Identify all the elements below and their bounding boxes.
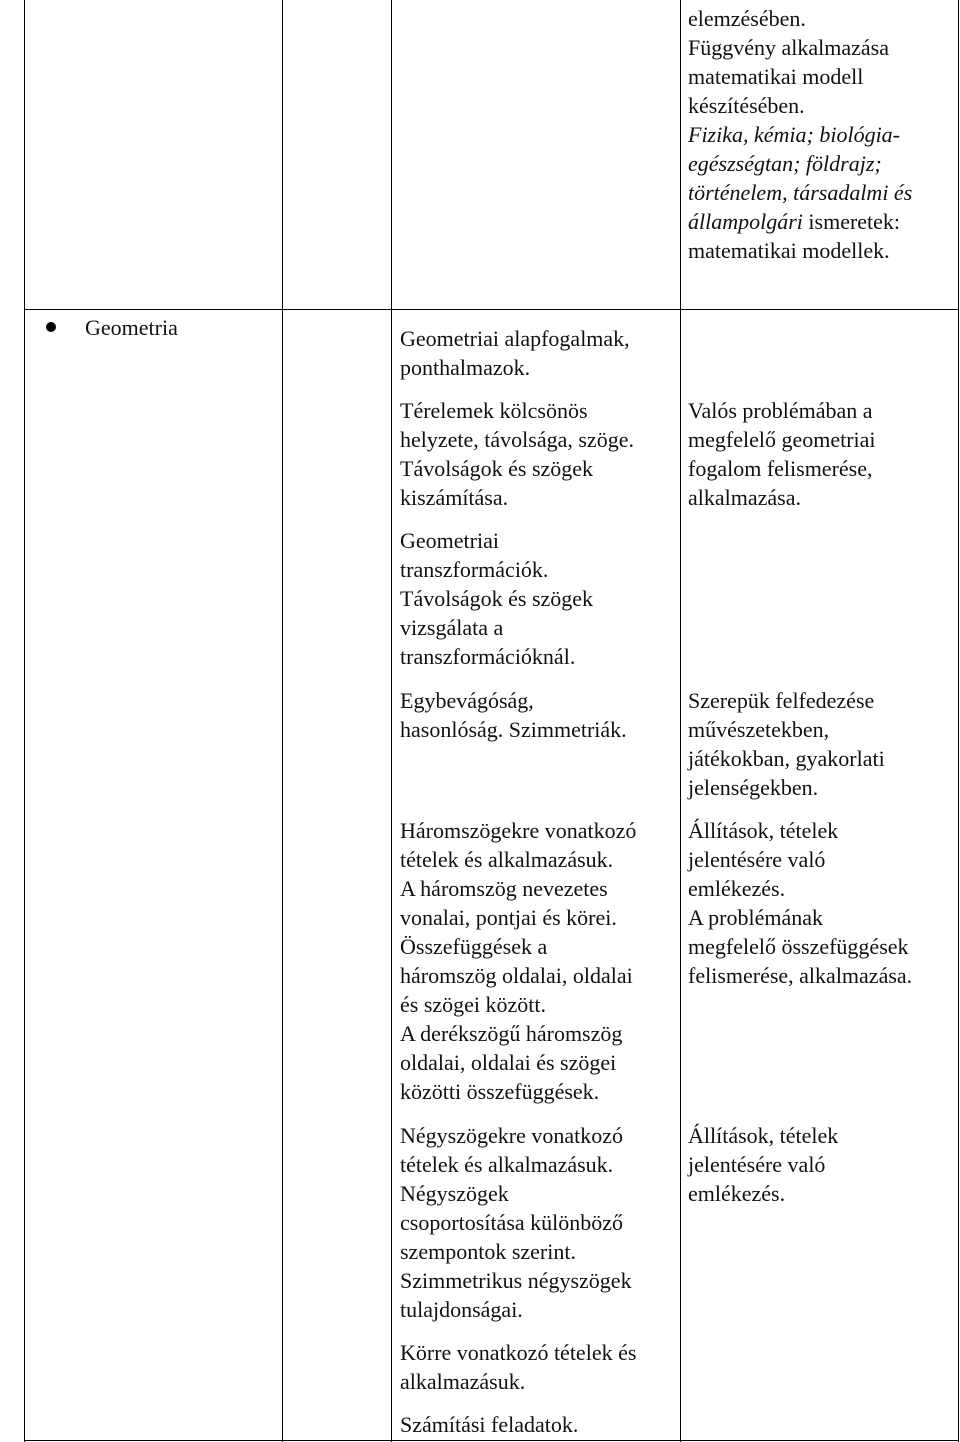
table-border-left (24, 0, 25, 1442)
topic-item: Egybevágóság, hasonlóság. Szimmetriák. (400, 688, 627, 742)
topic-item: Térelemek kölcsönös helyzete, távolsága, szöge. Távolságok és szögek kiszámítása. (400, 398, 634, 510)
cross-curricular-tail: ismeretek: matematikai modellek. (688, 209, 901, 263)
top-right-cell-line-1: elemzésében. (688, 6, 806, 31)
section-label: Geometria (85, 315, 178, 340)
top-right-cell-cross-curricular (688, 120, 912, 265)
table-column-divider-3 (680, 0, 681, 1442)
table-column-divider-1 (282, 0, 283, 1442)
bullet-icon (46, 322, 56, 332)
topic-item: Számítási feladatok. (400, 1412, 579, 1437)
table-row-divider (24, 309, 959, 310)
topic-item: Geometriai transzformációk. Távolságok és szögek vizsgálata a transzformációknál. (400, 528, 594, 669)
topic-item: Négyszögekre vonatkozó tételek és alkalmazásuk. Négyszögek csoportosítása különböző szempontok szerint. Szimmetrikus négyszögek tulajdonságai. (400, 1123, 632, 1322)
top-right-cell-text: Függvény alkalmazása matematikai modell készítésében. (688, 35, 889, 118)
note-item: Állítások, tételek jelentésére való emlékezés. A problémának megfelelő összefüggések felismerése, alkalmazása. (688, 818, 913, 988)
cross-curricular-subjects: Fizika, kémia; biológia- egészségtan; földrajz; történelem, társadalmi és állampolgári (688, 122, 913, 234)
topic-item: Geometriai alapfogalmak, ponthalmazok. (400, 326, 630, 380)
note-item: Szerepük felfedezése művészetekben, játékokban, gyakorlati jelenségekben. (688, 688, 885, 800)
topic-item: Körre vonatkozó tételek és alkalmazásuk. (400, 1340, 637, 1394)
topic-item: Háromszögekre vonatkozó tételek és alkalmazásuk. A háromszög nevezetes vonalai, pontjai és körei. Összefüggések a háromszög oldalai, oldalai és szögei között. A derékszögű háromszög oldalai, oldalai és szögei közötti összefüggések. (400, 818, 637, 1104)
table-border-bottom (24, 1440, 959, 1441)
note-item: Valós problémában a megfelelő geometriai fogalom felismerése, alkalmazása. (688, 398, 876, 510)
note-item: Állítások, tételek jelentésére való emlékezés. (688, 1123, 839, 1206)
table-border-right (958, 0, 959, 1442)
table-column-divider-2 (391, 0, 392, 1442)
